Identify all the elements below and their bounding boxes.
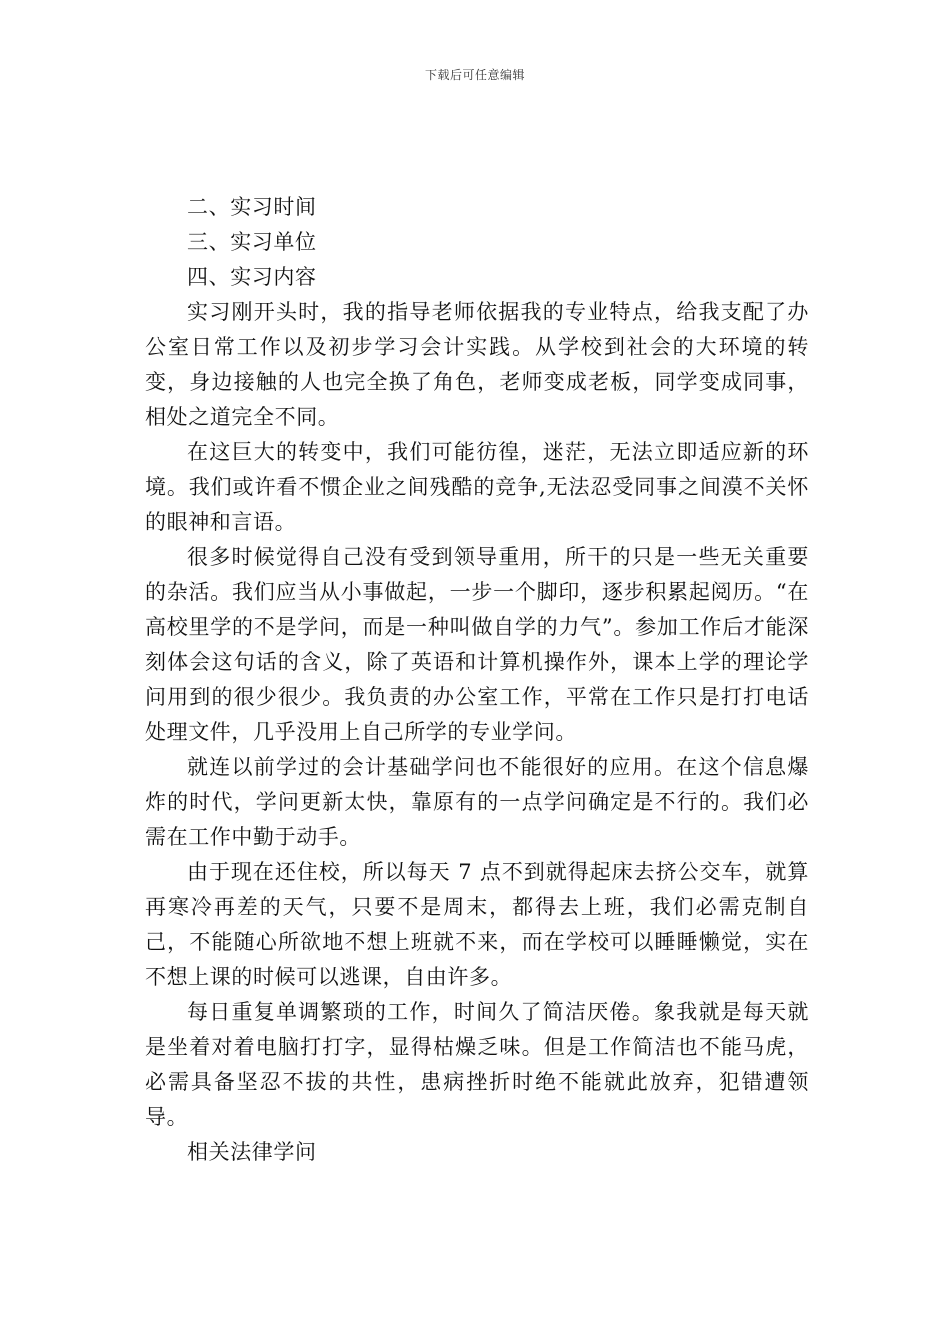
document-body [145, 190, 809, 1170]
section-heading-unit: 三、实习单位 [187, 230, 317, 254]
paragraph: 实习刚开头时，我的指导老师依据我的专业特点，给我支配了办公室日常工作以及初步学习会计实践。从学校到社会的大环境的转变，身边接触的人也完全换了角色，老师变成老板，同学变成同事，相处之道完全不同。 [145, 300, 809, 429]
paragraph: 就连以前学过的会计基础学问也不能很好的应用。在这个信息爆炸的时代，学问更新太快，靠原有的一点学问确定是不行的。我们必需在工作中勤于动手。 [145, 755, 809, 849]
paragraph: 很多时候觉得自己没有受到领导重用，所干的只是一些无关重要的杂活。我们应当从小事做起，一步一个脚印，逐步积累起阅历。“在高校里学的不是学问，而是一种叫做自学的力气”。参加工作后才能深刻体会这句话的含义，除了英语和计算机操作外，课本上学的理论学问用到的很少很少。我负责的办公室工作，平常在工作只是打打电话处理文件，几乎没用上自己所学的专业学问。 [145, 545, 809, 744]
paragraph: 每日重复单调繁琐的工作，时间久了简洁厌倦。象我就是每天就是坐着对着电脑打打字，显得枯燥乏味。但是工作简洁也不能马虎，必需具备坚忍不拔的共性，患病挫折时绝不能就此放弃，犯错遭领导。 [145, 1000, 809, 1129]
page-header-note: 下载后可任意编辑 [424, 68, 525, 82]
paragraph: 由于现在还住校，所以每天 7 点不到就得起床去挤公交车，就算再寒冷再差的天气，只要不是周末，都得去上班，我们必需克制自己，不能随心所欲地不想上班就不来，而在学校可以睡睡懒觉，实在不想上课的时候可以逃课，自由许多。 [145, 860, 809, 989]
paragraph: 在这巨大的转变中，我们可能彷徨，迷茫，无法立即适应新的环境。我们或许看不惯企业之间残酷的竞争,无法忍受同事之间漠不关怀的眼神和言语。 [145, 440, 809, 534]
section-heading-content: 四、实习内容 [187, 265, 317, 289]
section-heading-time: 二、实习时间 [187, 195, 317, 219]
section-heading-law: 相关法律学问 [187, 1140, 317, 1164]
